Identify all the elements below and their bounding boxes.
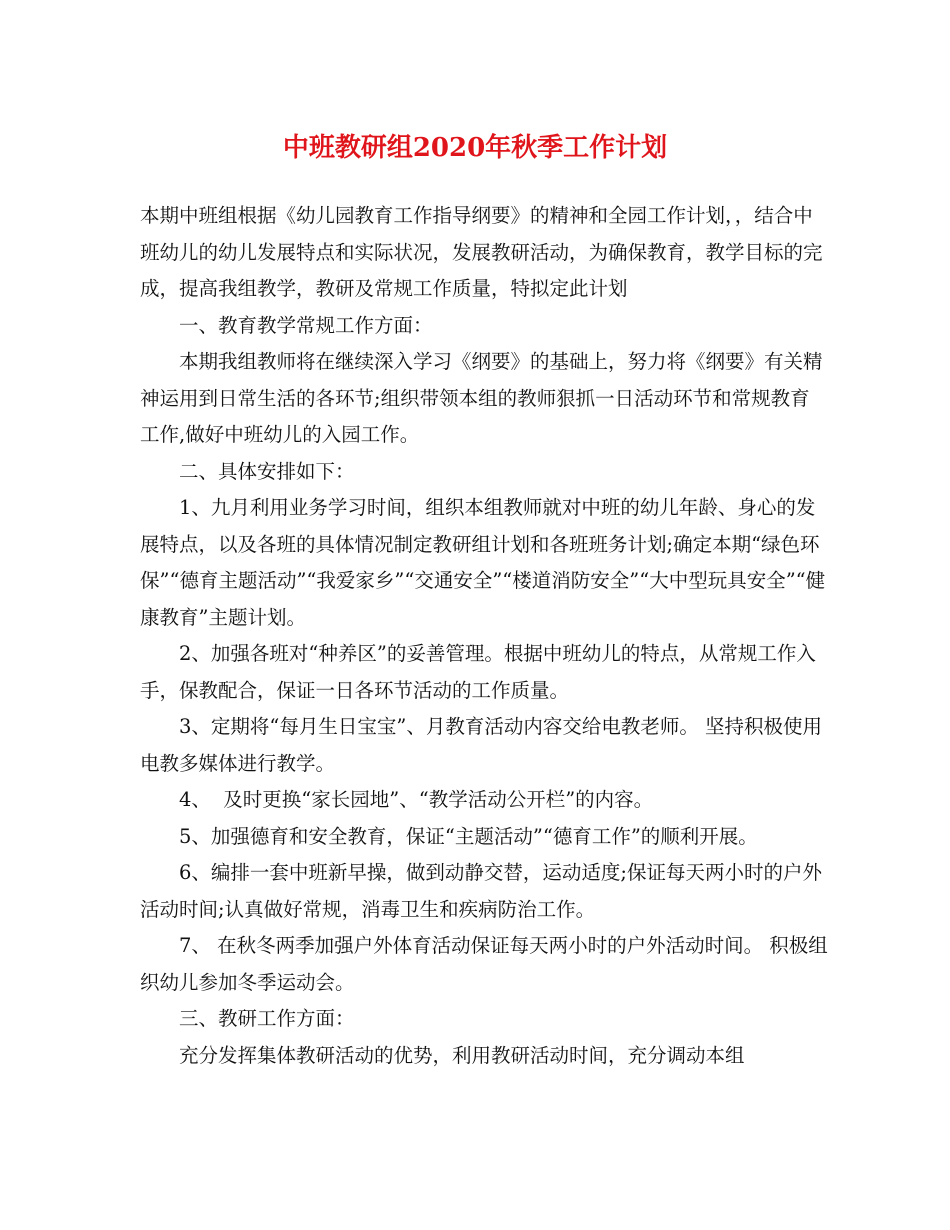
list-item-6: 6、编排一套中班新早操，做到动静交替，运动适度;保证每天两小时的户外活动时间;认真做好常规，消毒卫生和疾病防治工作。 <box>140 861 822 921</box>
document-title: 中班教研组2020年秋季工作计划 <box>282 133 668 163</box>
section-heading-2: 二、具体安排如下： <box>179 459 355 483</box>
section-heading-3: 三、教研工作方面： <box>179 1007 355 1030</box>
list-item-7: 7、 在秋冬两季加强户外体育活动保证每天两小时的户外活动时间。 积极组织幼儿参加冬季运动会。 <box>140 934 828 994</box>
paragraph-section-1: 本期我组教师将在继续深入学习《纲要》的基础上，努力将《纲要》有关精神运用到日常生活的各环节;组织带领本组的教师狠抓一日活动环节和常规教育工作,做好中班幼儿的入园工作。 <box>140 350 823 446</box>
document-body <box>140 198 828 1074</box>
paragraph-intro: 本期中班组根据《幼儿园教育工作指导纲要》的精神和全园工作计划，，结合中班幼儿的幼儿发展特点和实际状况，发展教研活动，为确保教育，教学目标的完成，提高我组教学，教研及常规工作质量，特拟定此计划 <box>140 204 823 300</box>
paragraph-section-3: 充分发挥集体教研活动的优势，利用教研活动时间，充分调动本组 <box>179 1043 745 1067</box>
list-item-4: 4、 及时更换“家长园地”、“教学活动公开栏”的内容。 <box>179 788 654 811</box>
list-item-1: 1、九月利用业务学习时间，组织本组教师就对中班的幼儿年龄、身心的发展特点，以及各班的具体情况制定教研组计划和各班班务计划;确定本期“绿色环保”“德育主题活动”“我爱家乡”“交通安全”“楼道消防安全”“大中型玩具安全”“健康教育”主题计划。 <box>140 496 826 629</box>
list-item-3: 3、定期将“每月生日宝宝”、月教育活动内容交给电教老师。 坚持积极使用电教多媒体进行教学。 <box>140 715 823 775</box>
list-item-5: 5、加强德育和安全教育，保证“主题活动”“德育工作”的顺利开展。 <box>179 824 758 848</box>
list-item-2: 2、加强各班对“种养区”的妥善管理。根据中班幼儿的特点，从常规工作入手，保教配合，保证一日各环节活动的工作质量。 <box>140 642 816 702</box>
section-heading-1: 一、教育教学常规工作方面： <box>179 313 433 337</box>
